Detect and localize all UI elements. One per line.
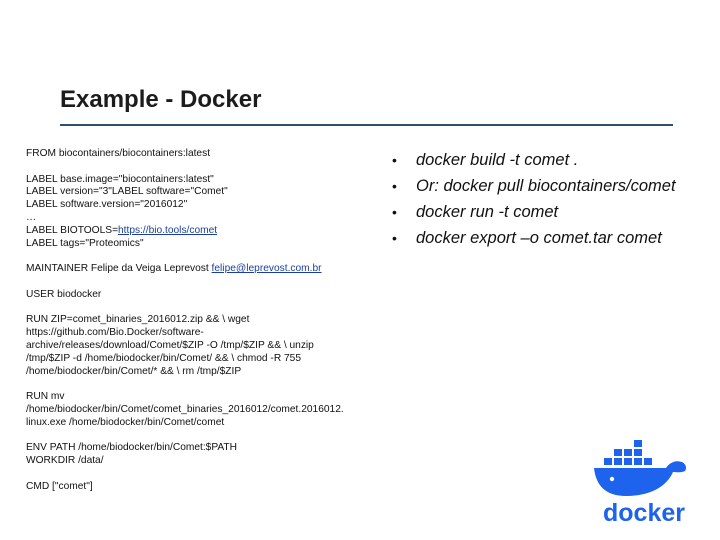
docker-wordmark: docker	[603, 499, 685, 527]
blank-line	[26, 250, 376, 263]
run-line: RUN ZIP=comet_binaries_2016012.zip && \ wget	[26, 314, 250, 326]
run-line: archive/releases/download/Comet/$ZIP -O /tmp/$ZIP && \ unzip	[26, 339, 314, 351]
run-line: https://github.com/Bio.Docker/software-	[26, 327, 204, 339]
bullet-icon: •	[392, 204, 397, 220]
label-line: LABEL software.version="2016012"	[26, 199, 188, 211]
docker-logo	[590, 432, 698, 528]
run-line: /home/biodocker/bin/Comet/comet_binaries_2016012/comet.2016012.	[26, 403, 344, 415]
bullet-item	[392, 175, 692, 197]
bullet-text: docker run -t comet	[416, 203, 559, 221]
title-divider	[60, 124, 673, 126]
blank-line	[26, 161, 376, 174]
bullet-item	[392, 149, 692, 171]
workdir-line: WORKDIR /data/	[26, 455, 104, 467]
biotools-line	[26, 225, 376, 238]
run-line: /home/biodocker/bin/Comet/* && \ rm /tmp/$ZIP	[26, 365, 242, 377]
maintainer-email-link[interactable]: felipe@leprevost.com.br	[211, 263, 322, 275]
label-line: LABEL base.image="biocontainers:latest"	[26, 173, 214, 185]
from-line: FROM biocontainers/biocontainers:latest	[26, 148, 211, 159]
bullet-icon: •	[392, 230, 397, 246]
ellipsis-line: …	[26, 211, 37, 223]
blank-line	[26, 276, 376, 289]
blank-line	[26, 430, 376, 443]
bullet-text: docker build -t comet .	[416, 151, 579, 169]
user-line: USER biodocker	[26, 288, 102, 300]
bullet-icon: •	[392, 152, 397, 168]
biotools-prefix: LABEL BIOTOOLS=	[26, 224, 119, 236]
bullet-item	[392, 201, 692, 223]
run-line: linux.exe /home/biodocker/bin/Comet/comet	[26, 416, 225, 428]
blank-line	[26, 468, 376, 481]
run-line: /tmp/$ZIP -d /home/biodocker/bin/Comet/ && \ chmod -R 755	[26, 352, 301, 364]
slide-title: Example - Docker	[60, 86, 262, 113]
maintainer-prefix: MAINTAINER Felipe da Veiga Leprevost	[26, 263, 212, 275]
dockerfile-listing	[26, 148, 376, 494]
label-line: LABEL tags="Proteomics"	[26, 237, 144, 249]
blank-line	[26, 378, 376, 391]
biotools-link[interactable]: https://bio.tools/comet	[118, 224, 218, 236]
bullet-item	[392, 227, 692, 249]
docker-whale-icon	[594, 440, 686, 496]
command-bullet-list	[392, 149, 692, 253]
label-line: LABEL version="3"LABEL software="Comet"	[26, 186, 228, 198]
maintainer-line	[26, 263, 376, 276]
blank-line	[26, 302, 376, 315]
cmd-line: CMD ["comet"]	[26, 480, 93, 492]
run-line: RUN mv	[26, 391, 65, 403]
bullet-text: Or: docker pull biocontainers/comet	[416, 177, 676, 195]
env-line: ENV PATH /home/biodocker/bin/Comet:$PATH	[26, 442, 237, 454]
bullet-text: docker export –o comet.tar comet	[416, 229, 662, 247]
bullet-icon: •	[392, 178, 397, 194]
